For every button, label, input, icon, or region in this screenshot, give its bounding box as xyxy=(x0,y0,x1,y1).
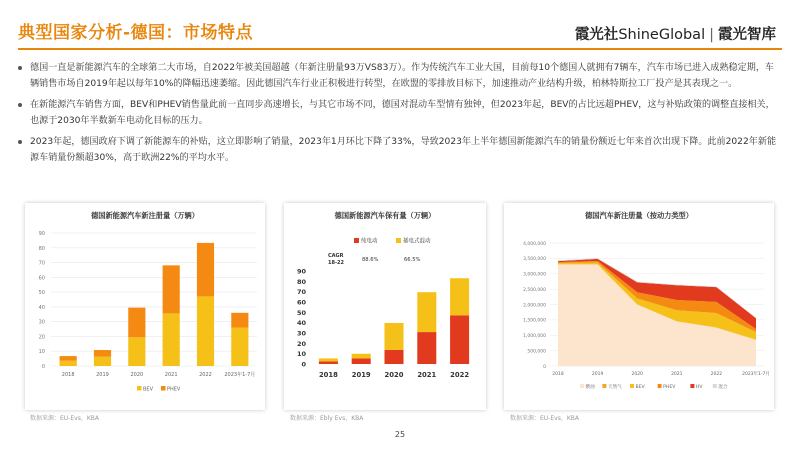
x-tick-label: 2023年1-7月 xyxy=(224,372,256,378)
y-tick-label: 60 xyxy=(38,275,45,282)
chart-stock xyxy=(284,203,486,410)
x-tick-label: 2021 xyxy=(671,372,683,377)
y-tick-label: 50 xyxy=(296,308,306,317)
legend-label: PHEV xyxy=(663,384,676,390)
brand-logo xyxy=(575,23,776,44)
bar-segment xyxy=(319,361,338,364)
bar-segment xyxy=(163,313,180,366)
x-tick-label: 2021 xyxy=(417,371,437,379)
legend-label: 纯电动 xyxy=(361,238,378,245)
page-number: 25 xyxy=(394,430,406,439)
y-tick-label: 40 xyxy=(38,304,45,311)
legend-label: 插电式混动 xyxy=(403,238,431,245)
legend-label: 天然气 xyxy=(607,384,622,390)
page-title: 典型国家分析-德国：市场特点 xyxy=(18,23,254,43)
bullet-list xyxy=(16,60,782,171)
cagr-value: 88.6% xyxy=(362,257,379,263)
bar-segment xyxy=(231,328,248,366)
chart-card-stock xyxy=(284,203,486,410)
bar-segment xyxy=(60,361,77,366)
x-tick-label: 2022 xyxy=(710,372,723,377)
logo-en: ShineGlobal xyxy=(618,27,706,43)
x-tick-label: 2018 xyxy=(318,371,338,379)
y-tick-label: 3,000,000 xyxy=(523,272,546,278)
x-tick-label: 2022 xyxy=(199,372,212,378)
y-tick-label: 80 xyxy=(296,277,306,286)
y-tick-label: 60 xyxy=(296,298,306,307)
y-tick-label: 10 xyxy=(296,350,306,359)
bar-segment xyxy=(352,354,371,359)
logo-cn: 霞光社 xyxy=(574,27,619,43)
y-tick-label: 40 xyxy=(296,319,306,328)
y-tick-label: 50 xyxy=(38,290,45,297)
legend-swatch xyxy=(713,384,717,388)
y-tick-label: 90 xyxy=(296,267,306,276)
logo-right: 霞光智库 xyxy=(718,27,776,43)
x-tick-label: 2018 xyxy=(552,372,564,377)
bar-segment xyxy=(128,308,145,338)
chart-title: 德国新能源汽车新注册量（万辆） xyxy=(91,211,199,220)
source-note: 数据来源：EU-Evs，KBA xyxy=(30,415,99,422)
title-divider xyxy=(18,48,782,50)
y-tick-label: 4,000,000 xyxy=(523,241,546,247)
y-tick-label: 0 xyxy=(41,364,45,370)
y-tick-label: 70 xyxy=(38,260,45,267)
legend-swatch xyxy=(630,384,634,388)
chart-powertrain xyxy=(504,203,774,410)
y-tick-label: 2,000,000 xyxy=(523,303,546,309)
bar-segment xyxy=(450,315,469,364)
y-tick-label: 10 xyxy=(38,349,45,356)
legend-label: BEV xyxy=(635,384,645,390)
x-tick-label: 2018 xyxy=(61,372,75,378)
bar-segment xyxy=(417,332,436,364)
bullet-item: 德国一直是新能源汽车的全球第二大市场，自2022年被美国超越（年新注册量93万VS83万）。作为传统汽车工业大国，目前每10个德国人就拥有7辆车，汽车市场已进入成熟稳定期，车辆销售市场自2019年起以每年10%的降幅迅速萎缩。因此德国汽车行业正积极进行转型，在欧盟的零排放目标下，加速推动产业结构升级，柏林特斯拉工厂投产是其表现之一。 xyxy=(16,60,782,92)
legend-label: BEV xyxy=(143,386,154,393)
y-tick-label: 1,000,000 xyxy=(523,334,546,340)
y-tick-label: 0 xyxy=(301,360,306,369)
chart-registrations xyxy=(25,203,265,410)
cagr-label: CAGR xyxy=(328,253,344,259)
bar-segment xyxy=(94,357,111,366)
x-tick-label: 2022 xyxy=(450,371,470,379)
legend-swatch xyxy=(602,384,606,388)
chart-card-registrations xyxy=(25,203,265,410)
y-tick-label: 500,000 xyxy=(527,349,546,355)
y-tick-label: 90 xyxy=(38,231,45,237)
x-tick-label: 2019 xyxy=(351,371,371,379)
x-tick-label: 2020 xyxy=(631,372,643,377)
legend-swatch xyxy=(658,384,662,388)
chart-title: 德国新能源汽车保有量（万辆） xyxy=(334,211,436,220)
bar-segment xyxy=(197,243,214,296)
bar-segment xyxy=(352,358,371,364)
cagr-value: 66.5% xyxy=(404,257,421,263)
y-tick-label: 30 xyxy=(38,319,45,326)
y-tick-label: 20 xyxy=(296,339,306,348)
y-tick-label: 2,500,000 xyxy=(523,287,546,293)
legend-swatch xyxy=(690,384,694,388)
bar-segment xyxy=(319,358,338,361)
y-tick-label: 0 xyxy=(543,364,546,370)
bar-segment xyxy=(384,323,403,350)
cagr-label: 18-22 xyxy=(328,260,344,266)
y-tick-label: 30 xyxy=(296,329,306,338)
bar-segment xyxy=(197,296,214,366)
x-tick-label: 2020 xyxy=(130,372,144,378)
bullet-item: 2023年起，德国政府下调了新能源车的补贴，这立即影响了销量，2023年1月环比下降了33%，导致2023年上半年德国新能源汽车的销量份额近七年来首次出现下降。此前2022年新能源车销量份额超30%，高于欧洲22%的平均水平。 xyxy=(16,134,782,166)
y-tick-label: 3,500,000 xyxy=(523,257,546,263)
bar-segment xyxy=(384,350,403,364)
chart-card-powertrain xyxy=(504,203,774,410)
legend-swatch xyxy=(161,386,166,391)
bar-segment xyxy=(128,337,145,366)
source-note: 数据来源：Ebly Evs，KBA xyxy=(290,415,364,422)
y-tick-label: 80 xyxy=(38,245,45,252)
bar-segment xyxy=(231,313,248,328)
bar-segment xyxy=(60,356,77,361)
source-note: 数据来源：EU-Evs，KBA xyxy=(510,415,579,422)
x-tick-label: 2019 xyxy=(96,372,109,378)
legend-label: HV xyxy=(695,384,703,390)
y-tick-label: 1,500,000 xyxy=(523,318,546,324)
bullet-item: 在新能源汽车销售方面，BEV和PHEV销售量此前一直同步高速增长，与其它市场不同，德国对混动车型情有独钟，但2023年起，BEV的占比远超PHEV，这与补贴政策的调整直接相关，也源于2030年半数新车电动化目标的压力。 xyxy=(16,97,782,129)
x-tick-label: 2021 xyxy=(164,372,178,378)
legend-label: 混合 xyxy=(718,384,728,390)
legend-label: PHEV xyxy=(167,386,181,393)
x-tick-label: 2023年1-7月 xyxy=(742,372,770,377)
y-tick-label: 70 xyxy=(296,288,306,297)
logo-separator: | xyxy=(709,27,714,43)
bar-segment xyxy=(417,292,436,332)
legend-swatch xyxy=(354,238,359,243)
legend-label: 燃油 xyxy=(585,384,595,390)
chart-title: 德国汽车新注册量（按动力类型） xyxy=(585,211,693,220)
bar-segment xyxy=(163,265,180,313)
y-tick-label: 20 xyxy=(38,334,45,341)
legend-swatch xyxy=(580,384,584,388)
x-tick-label: 2020 xyxy=(384,371,404,379)
bar-segment xyxy=(450,278,469,315)
x-tick-label: 2019 xyxy=(591,372,604,377)
legend-swatch xyxy=(137,386,142,391)
legend-swatch xyxy=(396,238,401,243)
bar-segment xyxy=(94,350,111,357)
